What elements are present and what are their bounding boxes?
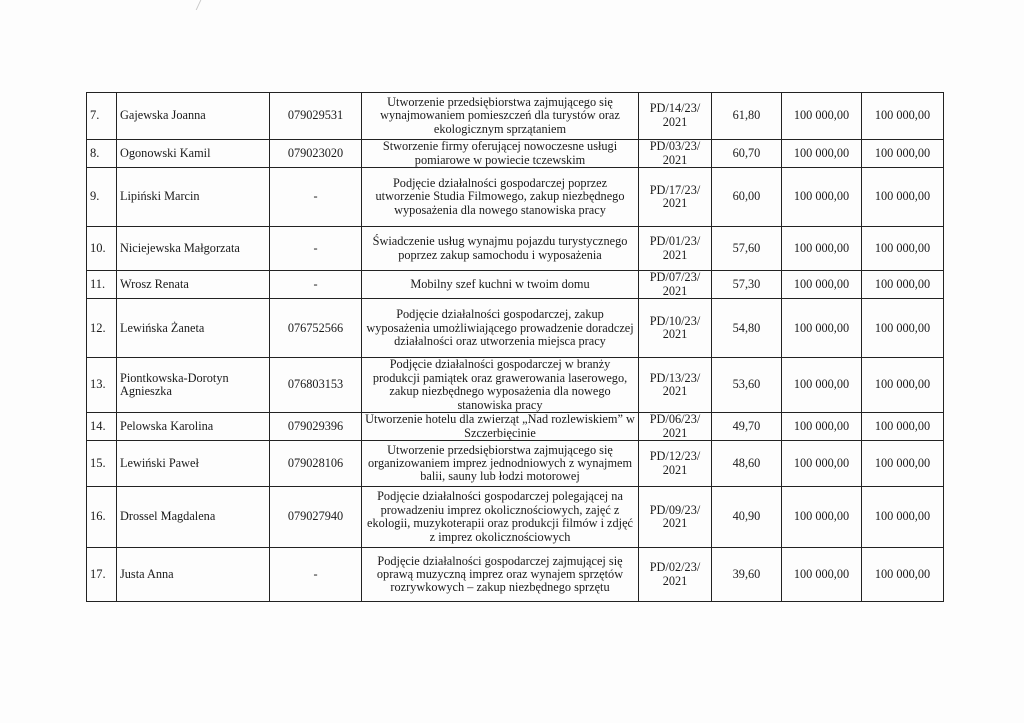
score: 49,70	[712, 413, 782, 441]
application-number: PD/02/23/ 2021	[639, 548, 712, 602]
granted-amount: 100 000,00	[862, 271, 944, 299]
row-number: 12.	[87, 299, 117, 358]
requested-amount: 100 000,00	[782, 271, 862, 299]
requested-amount: 100 000,00	[782, 299, 862, 358]
requested-amount: 100 000,00	[782, 413, 862, 441]
row-number: 7.	[87, 93, 117, 140]
granted-amount: 100 000,00	[862, 227, 944, 271]
granted-amount: 100 000,00	[862, 93, 944, 140]
project-title: Utworzenie hotelu dla zwierząt „Nad rozlewiskiem” w Szczerbięcinie	[362, 413, 639, 441]
applicant-id: 079029396	[270, 413, 362, 441]
applicant-name: Lewiński Paweł	[117, 441, 270, 487]
applicant-id: -	[270, 271, 362, 299]
scan-mark	[188, 0, 202, 10]
requested-amount: 100 000,00	[782, 168, 862, 227]
applicant-id: 079027940	[270, 487, 362, 548]
project-title: Utworzenie przedsiębiorstwa zajmującego się wynajmowaniem pomieszczeń dla turystów oraz ekologicznym sprzątaniem	[362, 93, 639, 140]
table-row	[87, 548, 944, 602]
row-number: 10.	[87, 227, 117, 271]
score: 39,60	[712, 548, 782, 602]
granted-amount: 100 000,00	[862, 413, 944, 441]
table-row	[87, 140, 944, 168]
score: 53,60	[712, 358, 782, 413]
project-title: Mobilny szef kuchni w twoim domu	[362, 271, 639, 299]
score: 57,30	[712, 271, 782, 299]
row-number: 9.	[87, 168, 117, 227]
applicant-name: Drossel Magdalena	[117, 487, 270, 548]
row-number: 16.	[87, 487, 117, 548]
applicant-name: Lewińska Żaneta	[117, 299, 270, 358]
requested-amount: 100 000,00	[782, 548, 862, 602]
score: 54,80	[712, 299, 782, 358]
applicant-name: Pelowska Karolina	[117, 413, 270, 441]
project-title: Świadczenie usług wynajmu pojazdu turystycznego poprzez zakup samochodu i wyposażenia	[362, 227, 639, 271]
table-row	[87, 227, 944, 271]
table-row	[87, 299, 944, 358]
application-number: PD/17/23/ 2021	[639, 168, 712, 227]
requested-amount: 100 000,00	[782, 487, 862, 548]
applicant-id: -	[270, 227, 362, 271]
granted-amount: 100 000,00	[862, 140, 944, 168]
project-title: Podjęcie działalności gospodarczej polegającej na prowadzeniu imprez okolicznościowych, zajęć z ekologii, muzykoterapii oraz produkcji filmów i zdjęć z imprez okolicznościowych	[362, 487, 639, 548]
applicant-id: -	[270, 168, 362, 227]
application-number: PD/14/23/ 2021	[639, 93, 712, 140]
applicant-name: Wrosz Renata	[117, 271, 270, 299]
granted-amount: 100 000,00	[862, 548, 944, 602]
score: 60,00	[712, 168, 782, 227]
granted-amount: 100 000,00	[862, 358, 944, 413]
applicant-name: Piontkowska-Dorotyn Agnieszka	[117, 358, 270, 413]
requested-amount: 100 000,00	[782, 140, 862, 168]
application-number: PD/12/23/ 2021	[639, 441, 712, 487]
applicant-id: 079028106	[270, 441, 362, 487]
granted-amount: 100 000,00	[862, 487, 944, 548]
granted-amount: 100 000,00	[862, 299, 944, 358]
applicant-name: Lipiński Marcin	[117, 168, 270, 227]
applicant-name: Justa Anna	[117, 548, 270, 602]
applicant-name: Ogonowski Kamil	[117, 140, 270, 168]
table-row	[87, 441, 944, 487]
project-title: Podjęcie działalności gospodarczej poprzez utworzenie Studia Filmowego, zakup niezbędnego wyposażenia dla nowego stanowiska pracy	[362, 168, 639, 227]
applicant-name: Niciejewska Małgorzata	[117, 227, 270, 271]
application-number: PD/13/23/ 2021	[639, 358, 712, 413]
row-number: 14.	[87, 413, 117, 441]
application-number: PD/09/23/ 2021	[639, 487, 712, 548]
applicant-id: 079029531	[270, 93, 362, 140]
score: 60,70	[712, 140, 782, 168]
project-title: Podjęcie działalności gospodarczej, zakup wyposażenia umożliwiającego prowadzenie doradczej działalności oraz utworzenia miejsca pracy	[362, 299, 639, 358]
requested-amount: 100 000,00	[782, 358, 862, 413]
requested-amount: 100 000,00	[782, 93, 862, 140]
row-number: 11.	[87, 271, 117, 299]
application-number: PD/01/23/ 2021	[639, 227, 712, 271]
application-number: PD/06/23/ 2021	[639, 413, 712, 441]
project-title: Podjęcie działalności gospodarczej zajmującej się oprawą muzyczną imprez oraz wynajem sprzętów rozrywkowych – zakup niezbędnego sprzętu	[362, 548, 639, 602]
row-number: 15.	[87, 441, 117, 487]
application-number: PD/07/23/ 2021	[639, 271, 712, 299]
score: 57,60	[712, 227, 782, 271]
table-row	[87, 271, 944, 299]
granted-amount: 100 000,00	[862, 168, 944, 227]
score: 48,60	[712, 441, 782, 487]
project-title: Utworzenie przedsiębiorstwa zajmującego się organizowaniem imprez jednodniowych z wynajmem balii, sauny lub łodzi motorowej	[362, 441, 639, 487]
table-row	[87, 413, 944, 441]
applicant-name: Gajewska Joanna	[117, 93, 270, 140]
application-number: PD/03/23/ 2021	[639, 140, 712, 168]
score: 40,90	[712, 487, 782, 548]
row-number: 8.	[87, 140, 117, 168]
applicant-id: 076803153	[270, 358, 362, 413]
applicant-id: 076752566	[270, 299, 362, 358]
row-number: 13.	[87, 358, 117, 413]
requested-amount: 100 000,00	[782, 441, 862, 487]
row-number: 17.	[87, 548, 117, 602]
granted-amount: 100 000,00	[862, 441, 944, 487]
application-number: PD/10/23/ 2021	[639, 299, 712, 358]
table-row	[87, 93, 944, 140]
applicant-id: 079023020	[270, 140, 362, 168]
table-row	[87, 358, 944, 413]
table-row	[87, 168, 944, 227]
project-title: Podjęcie działalności gospodarczej w branży produkcji pamiątek oraz grawerowania laserowego, zakup niezbędnego wyposażenia dla nowego stanowiska pracy	[362, 358, 639, 413]
score: 61,80	[712, 93, 782, 140]
table-row	[87, 487, 944, 548]
requested-amount: 100 000,00	[782, 227, 862, 271]
applicant-id: -	[270, 548, 362, 602]
applicants-table	[86, 92, 944, 602]
project-title: Stworzenie firmy oferującej nowoczesne usługi pomiarowe w powiecie tczewskim	[362, 140, 639, 168]
